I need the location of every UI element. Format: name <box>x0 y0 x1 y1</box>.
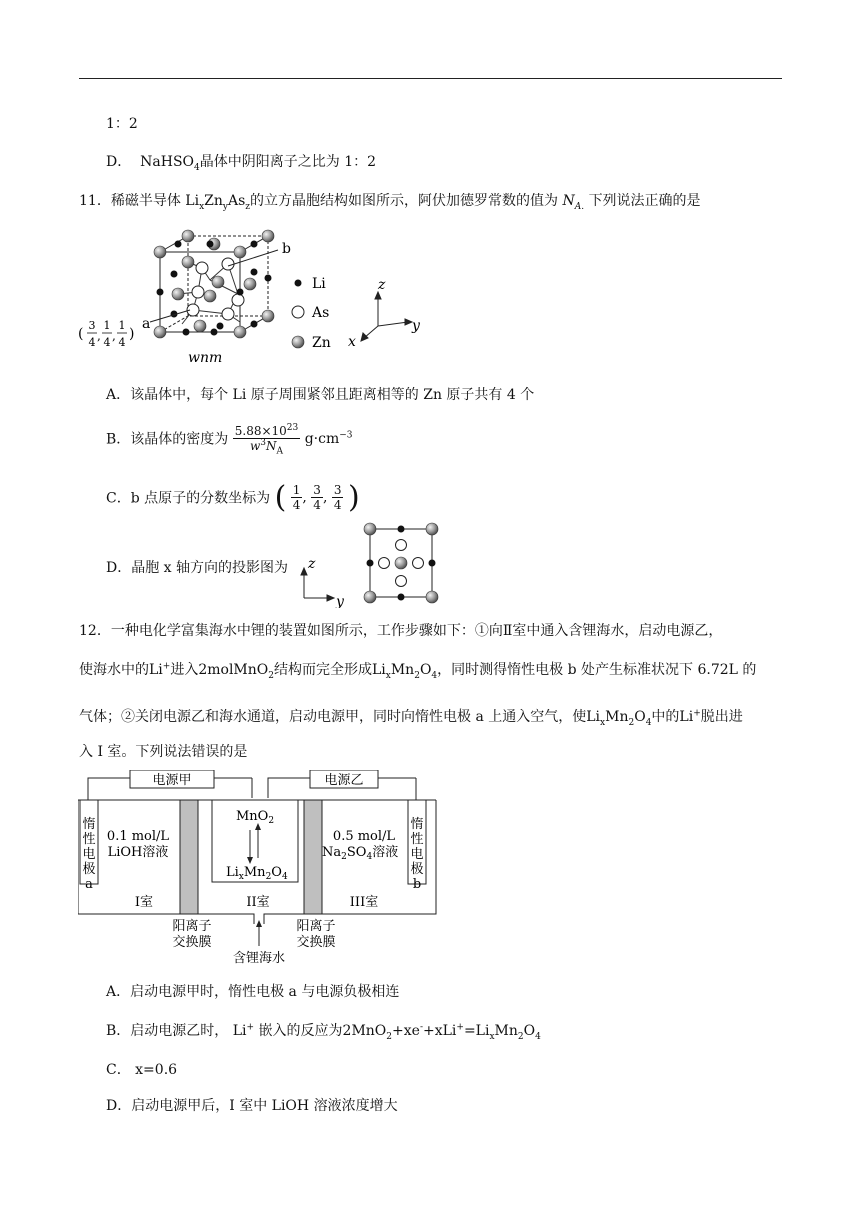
svg-text:z: z <box>308 556 316 572</box>
q11-option-b: B．该晶体的密度为 $\frac{5.88\times 10^{23}}{w^3N_A}$ $g\cdot cm^{-3}$ <box>106 423 353 457</box>
svg-text:MnO2: MnO$_2$ <box>236 809 275 826</box>
legend-li: Li <box>312 276 326 292</box>
svg-text:b: b <box>412 877 422 892</box>
label-a: a <box>142 316 151 332</box>
svg-text:LixMn2O4: $Li_xMn_2O_4$ <box>226 865 288 882</box>
svg-text:,: , <box>112 329 116 343</box>
q12-stem-line4: 入 I 室。下列说法错误的是 <box>79 744 248 760</box>
q12-cell-figure <box>78 770 438 966</box>
svg-text:x: x <box>348 334 356 350</box>
svg-text:z: z <box>378 277 386 293</box>
svg-text:1: 1 <box>103 319 111 332</box>
svg-text:惰: 惰 <box>82 817 96 832</box>
q11-stem: 11．稀磁半导体 $Li_xZn_yAs_z$的立方晶胞结构如图所示，阿伏加德罗常数的值为 $N_{A.}$ 下列说法正确的是 <box>79 193 701 212</box>
prev-ratio-line: 1：2 <box>106 116 138 132</box>
svg-text:0.5 mol/L: 0.5 mol/L <box>332 829 396 844</box>
svg-text:III室: III室 <box>349 895 379 910</box>
svg-text:惰: 惰 <box>410 817 424 832</box>
svg-text:4: 4 <box>118 336 126 349</box>
svg-text:II室: II室 <box>246 895 270 910</box>
label-b: b <box>282 241 291 257</box>
inlet-label: 含锂海水 <box>232 951 286 966</box>
svg-text:性: 性 <box>410 832 424 847</box>
q11-crystal-figure <box>78 222 438 370</box>
q11-option-a: A．该晶体中，每个 Li 原子周围紧邻且距离相等的 Zn 原子共有 4 个 <box>106 387 535 403</box>
q12-option-b: B．启动电源乙时， Li+ 嵌入的反应为$2MnO_2+xe^-+xLi^+=Li_xMn_2O_4$ <box>106 1022 541 1042</box>
svg-text:电: 电 <box>82 847 96 862</box>
svg-text:3: 3 <box>88 319 96 332</box>
svg-text:交换膜: 交换膜 <box>172 935 212 950</box>
svg-text:极: 极 <box>410 862 424 877</box>
svg-text:(: ( <box>78 326 84 342</box>
svg-text:y: y <box>412 318 420 334</box>
svg-text:1: 1 <box>118 319 126 332</box>
width-label: wnm <box>188 350 223 366</box>
svg-text:LiOH溶液: LiOH溶液 <box>107 845 169 860</box>
svg-text:y: y <box>336 594 344 608</box>
q12-option-d: D．启动电源甲后，I 室中 LiOH 溶液浓度增大 <box>106 1098 398 1114</box>
svg-text:4: 4 <box>103 336 111 349</box>
svg-text:4: 4 <box>88 336 96 349</box>
svg-text:交换膜: 交换膜 <box>296 935 336 950</box>
q11-option-d-label: D．晶胞 x 轴方向的投影图为 <box>106 560 289 576</box>
svg-text:阳离子: 阳离子 <box>296 919 336 934</box>
svg-text:I室: I室 <box>134 895 154 910</box>
svg-text:极: 极 <box>82 862 96 877</box>
power-a: 电源甲 <box>152 773 192 788</box>
legend-zn: Zn <box>312 335 331 351</box>
q12-stem-line1: 12．一种电化学富集海水中锂的装置如图所示，工作步骤如下：①向Ⅱ室中通入含锂海水，启动电源乙， <box>79 623 723 639</box>
q12-stem-line2: 使海水中的Li+进入2molMnO$_2$结构而完全形成$Li_xMn_2O_4$，同时测得惰性电极 b 处产生标准状况下 6.72L 的 <box>79 661 757 681</box>
svg-text:性: 性 <box>82 832 96 847</box>
prev-option-d: D． NaHSO$_4$晶体中阴阳离子之比为 1：2 <box>106 154 377 173</box>
q11-projection-figure <box>294 522 444 608</box>
legend-as: As <box>312 305 330 321</box>
svg-text:): ) <box>129 326 135 342</box>
q12-option-a: A．启动电源甲时，惰性电极 a 与电源负极相连 <box>106 984 400 1000</box>
svg-text:阳离子: 阳离子 <box>172 919 212 934</box>
power-b: 电源乙 <box>324 773 364 788</box>
svg-text:电: 电 <box>410 847 424 862</box>
q12-option-c: C． x=0.6 <box>106 1062 178 1078</box>
svg-text:,: , <box>97 329 101 343</box>
q12-stem-line3: 气体；②关闭电源乙和海水通道，启动电源甲，同时向惰性电极 a 上通入空气，使$Li_xMn_2O_4$中的Li+脱出进 <box>79 708 743 728</box>
svg-text:0.1 mol/L: 0.1 mol/L <box>106 829 170 844</box>
q11-option-c: C．b 点原子的分数坐标为 ( $\frac{1}{4}$ , $\frac{3}{4}$ , $\frac{3}{4}$ ) <box>106 480 360 515</box>
svg-text:Na2SO4溶液: $Na_2SO_4$溶液 <box>322 845 399 862</box>
header-rule <box>79 78 782 79</box>
svg-text:a: a <box>85 877 93 892</box>
